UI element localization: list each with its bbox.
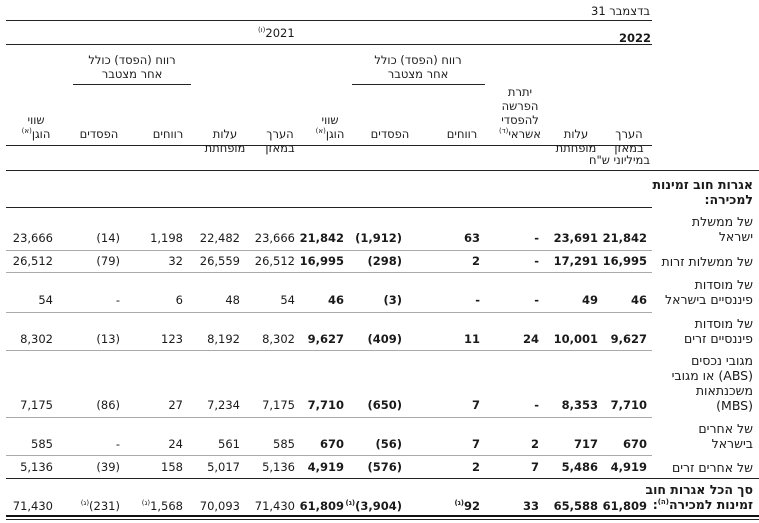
col-current-credit-allowance: [494, 85, 546, 141]
cell-prior-book-value: 585: [273, 437, 295, 451]
col-prior-fair-value-note: (א): [21, 127, 32, 136]
row-label-line: של מוסדות: [694, 316, 753, 331]
group-header-current-line2: אחר מצטבר: [387, 67, 449, 81]
cell-current-losses: (576): [367, 460, 402, 474]
row-label: [692, 214, 753, 244]
cell-prior-amortized-cost: 561: [218, 437, 240, 451]
cell-current-book-value: 4,919: [610, 460, 647, 474]
cell-current-credit-allowance: 24: [522, 332, 539, 346]
row-label-line: משכנתאות: [695, 383, 753, 398]
header-date: 31 בדצמבר: [591, 4, 650, 18]
col-current-book-value-l1: הערך: [615, 127, 643, 141]
cell-current-amortized-cost: 8,353: [561, 398, 598, 412]
col-prior-gains-l1: רווחים: [152, 127, 184, 141]
group-header-current-line1: רווח (הפסד) כולל: [374, 53, 462, 67]
cell-prior-amortized-cost: 8,192: [207, 332, 240, 346]
col-current-fair-value-l2: הוגן: [325, 127, 345, 141]
row-label-line: פיננסיים בישראל: [665, 292, 753, 307]
cell-current-book-value: 7,710: [610, 398, 647, 412]
cell-prior-gains: 158: [161, 460, 183, 474]
cell-prior-fair-value: 7,175: [20, 398, 53, 412]
col-current-credit-allowance-l4: אשראי: [508, 127, 541, 141]
cell-prior-fair-value: 26,512: [12, 254, 53, 268]
cell-prior-losses: -: [115, 437, 120, 451]
cell-prior-amortized-cost: 22,482: [199, 231, 240, 245]
row-divider: [6, 250, 652, 251]
cell-current-fair-value: 7,710: [307, 398, 344, 412]
cell-current-fair-value: 9,627: [307, 332, 344, 346]
cell-prior-amortized-cost: 26,559: [199, 254, 240, 268]
row-divider: [6, 455, 652, 456]
col-current-book-value-l2: במאזן: [614, 141, 644, 155]
cell-current-credit-allowance: 7: [530, 460, 539, 474]
cell-current-amortized-cost: 5,486: [561, 460, 598, 474]
col-current-amortized-cost-l1: עלות: [563, 127, 589, 141]
col-current-losses: [362, 127, 418, 141]
row-label-line: (MBS): [716, 398, 753, 413]
col-prior-amortized-cost: [198, 127, 252, 155]
year-prior: [258, 26, 295, 40]
cell-prior-book-value: 23,666: [254, 231, 295, 245]
cell-prior-fair-value: 5,136: [20, 460, 53, 474]
row-label-line: של אחרים: [698, 421, 753, 436]
group-header-prior-line1: רווח (הפסד) כולל: [88, 53, 176, 67]
divider-bottom-1: [6, 515, 759, 517]
cell-prior-amortized-cost: 48: [225, 293, 240, 307]
group-underline-current: [352, 84, 485, 85]
group-underline-prior: [73, 84, 191, 85]
cell-prior-losses: (86): [96, 398, 120, 412]
cell-prior-gains: 32: [168, 254, 183, 268]
col-prior-losses-l1: הפסדים: [79, 127, 119, 141]
total-prior-amortized-cost: 70,093: [199, 499, 240, 513]
row-label-line: (ABS) או מגובי: [671, 368, 753, 383]
row-label: [672, 353, 753, 413]
year-prior-note: (ו): [258, 26, 266, 35]
row-label: [665, 277, 753, 307]
row-divider: [6, 350, 652, 351]
row-label: [684, 316, 753, 346]
cell-prior-fair-value: 23,666: [12, 231, 53, 245]
cell-current-credit-allowance: -: [534, 231, 539, 245]
cell-current-amortized-cost: 23,691: [553, 231, 598, 245]
cell-prior-book-value: 7,175: [262, 398, 295, 412]
cell-prior-amortized-cost: 5,017: [207, 460, 240, 474]
group-header-prior: [73, 53, 191, 81]
cell-prior-losses: (13): [96, 332, 120, 346]
cell-current-losses: (1,912): [355, 231, 402, 245]
divider-units: [6, 170, 759, 171]
total-current-losses-note: (ג): [345, 499, 356, 508]
cell-current-gains: -: [475, 293, 480, 307]
cell-prior-gains: 6: [175, 293, 183, 307]
col-current-amortized-cost: [550, 127, 602, 155]
cell-prior-gains: 123: [161, 332, 183, 346]
cell-current-credit-allowance: -: [534, 293, 539, 307]
col-prior-amortized-cost-l2: מופחתת: [204, 141, 246, 155]
total-current-book-value: 61,809: [602, 499, 647, 513]
cell-current-amortized-cost: 717: [573, 437, 598, 451]
cell-current-fair-value: 4,919: [307, 460, 344, 474]
units-label: במיליוני ש"ח: [588, 153, 650, 167]
col-current-book-value: [605, 127, 653, 155]
cell-current-book-value: 21,842: [602, 231, 647, 245]
col-prior-losses: [72, 127, 126, 141]
total-current-credit-allowance: 33: [522, 499, 539, 513]
col-prior-book-value: [258, 127, 302, 155]
cell-prior-book-value: 26,512: [254, 254, 295, 268]
col-prior-book-value-l2: במאזן: [265, 141, 295, 155]
cell-prior-gains: 24: [168, 437, 183, 451]
cell-prior-fair-value: 8,302: [20, 332, 53, 346]
divider-bottom-2: [6, 519, 759, 520]
cell-current-losses: (409): [367, 332, 402, 346]
cell-current-amortized-cost: 49: [581, 293, 598, 307]
total-prior-losses: [81, 499, 120, 513]
col-current-gains: [440, 127, 484, 141]
total-current-fair-value: 61,809: [299, 499, 344, 513]
section-title-l2: למכירה:: [704, 192, 753, 207]
col-current-gains-l1: רווחים: [446, 127, 478, 141]
cell-current-fair-value: 21,842: [299, 231, 344, 245]
cell-prior-losses: (14): [96, 231, 120, 245]
cell-prior-book-value: 8,302: [262, 332, 295, 346]
total-current-gains-note: (ג): [454, 499, 464, 508]
row-label-line: בישראל: [711, 436, 753, 451]
cell-current-losses: (56): [375, 437, 402, 451]
cell-current-fair-value: 670: [319, 437, 344, 451]
cell-prior-fair-value: 585: [31, 437, 53, 451]
row-divider: [6, 417, 652, 418]
row-label-line: ישראל: [718, 229, 753, 244]
total-current-gains-value: 92: [463, 499, 480, 513]
cell-current-book-value: 9,627: [610, 332, 647, 346]
total-label-note: (ה): [657, 497, 669, 506]
col-current-credit-allowance-l3: להפסדי: [501, 113, 539, 127]
row-label: [662, 254, 753, 269]
col-prior-amortized-cost-l1: עלות: [212, 127, 238, 141]
cell-prior-fair-value: 54: [38, 293, 53, 307]
year-prior-label: 2021: [265, 26, 295, 40]
total-label-l2: זמינות למכירה: [668, 497, 753, 512]
col-current-fair-value: [312, 113, 348, 141]
cell-prior-book-value: 54: [280, 293, 295, 307]
cell-current-losses: (298): [367, 254, 402, 268]
total-current-losses: [346, 499, 402, 513]
row-label-line: של אחרים זרים: [671, 460, 753, 475]
col-prior-fair-value-l2: הוגן: [31, 127, 51, 141]
cell-prior-book-value: 5,136: [262, 460, 295, 474]
row-label-line: של ממשלות זרות: [661, 254, 753, 269]
total-current-losses-value: (3,904): [355, 499, 402, 513]
cell-prior-losses: (79): [96, 254, 120, 268]
cell-current-book-value: 670: [622, 437, 647, 451]
divider-section: [6, 207, 652, 208]
cell-current-gains: 7: [471, 437, 480, 451]
col-prior-gains: [146, 127, 190, 141]
total-prior-gains-value: 1,568: [150, 499, 183, 513]
col-current-credit-allowance-l1: יתרת: [507, 85, 533, 99]
cell-current-credit-allowance: -: [534, 254, 539, 268]
divider-before-total: [6, 478, 759, 479]
year-current: 2022: [618, 31, 651, 45]
cell-prior-losses: (39): [96, 460, 120, 474]
section-title-l1: אגרות חוב זמינות: [652, 177, 753, 192]
cell-current-gains: 2: [471, 460, 480, 474]
cell-current-fair-value: 16,995: [299, 254, 344, 268]
total-prior-gains: [142, 499, 183, 513]
cell-current-credit-allowance: -: [534, 398, 539, 412]
cell-current-book-value: 16,995: [602, 254, 647, 268]
cell-prior-gains: 1,198: [150, 231, 183, 245]
col-current-losses-l1: הפסדים: [370, 127, 410, 141]
section-title: [653, 177, 753, 207]
row-label-line: של מוסדות: [694, 277, 753, 292]
col-prior-fair-value-l1: שווי: [27, 113, 45, 127]
col-current-fair-value-l1: שווי: [321, 113, 339, 127]
col-prior-book-value-l1: הערך: [266, 127, 294, 141]
col-current-credit-allowance-note: (ד): [499, 127, 509, 136]
total-prior-gains-note: (ג): [141, 499, 151, 508]
cell-prior-losses: -: [115, 293, 120, 307]
cell-current-losses: (3): [383, 293, 402, 307]
cell-current-losses: (650): [367, 398, 402, 412]
cell-prior-amortized-cost: 7,234: [207, 398, 240, 412]
cell-current-amortized-cost: 17,291: [553, 254, 598, 268]
cell-current-credit-allowance: 2: [530, 437, 539, 451]
divider-years: [6, 44, 652, 45]
cell-current-amortized-cost: 10,001: [553, 332, 598, 346]
row-label-line: של ממשלת: [691, 214, 753, 229]
cell-current-gains: 11: [463, 332, 480, 346]
total-prior-losses-note: (ג): [80, 499, 90, 508]
row-divider: [6, 272, 652, 273]
total-prior-book-value: 71,430: [254, 499, 295, 513]
col-current-credit-allowance-l2: הפרשה: [501, 99, 539, 113]
cell-current-book-value: 46: [630, 293, 647, 307]
row-divider: [6, 312, 652, 313]
divider-top: [6, 20, 652, 21]
group-header-prior-line2: אחר מצטבר: [101, 67, 163, 81]
cell-prior-gains: 27: [168, 398, 183, 412]
row-label: [698, 421, 753, 451]
cell-current-fair-value: 46: [327, 293, 344, 307]
total-current-gains: [454, 499, 480, 513]
total-label: סך הכל אגרות חוב זמינות למכירה$^{(ה)}$:: [645, 482, 753, 512]
cell-current-gains: 63: [463, 231, 480, 245]
total-prior-losses-value: (231): [89, 499, 120, 513]
row-label: [672, 460, 753, 475]
col-current-fair-value-note: (א): [315, 127, 326, 136]
total-current-amortized-cost: 65,588: [553, 499, 598, 513]
col-current-amortized-cost-l2: מופחתת: [555, 141, 597, 155]
divider-col-headers: [6, 145, 652, 146]
row-label-line: מגובי נכסים: [691, 353, 753, 368]
col-prior-fair-value: [18, 113, 54, 141]
total-prior-fair-value: 71,430: [12, 499, 53, 513]
cell-current-gains: 7: [471, 398, 480, 412]
cell-current-gains: 2: [471, 254, 480, 268]
total-label-l1: סך הכל אגרות חוב: [645, 482, 753, 497]
row-label-line: פיננסיים זרים: [683, 331, 753, 346]
group-header-current: [352, 53, 484, 81]
